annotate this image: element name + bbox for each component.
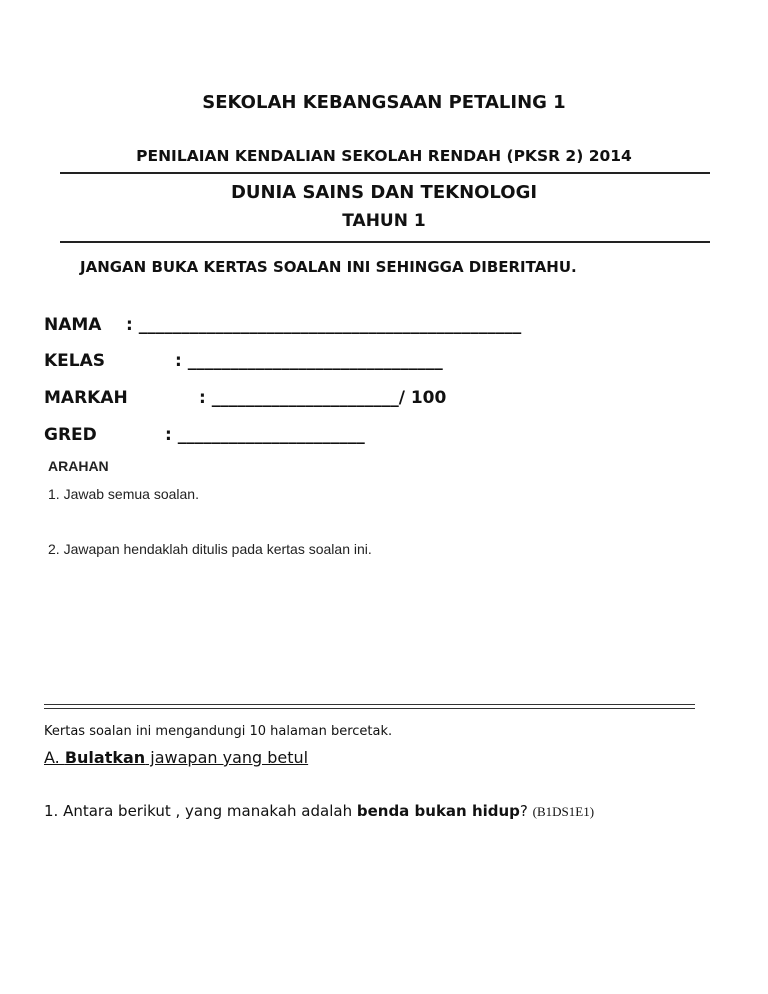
instruction-item: 2. Jawapan hendaklah ditulis pada kertas soalan ini. (48, 541, 372, 557)
year-title: TAHUN 1 (342, 211, 426, 231)
section-a-prefix: A. (44, 748, 65, 767)
nama-label: NAMA (44, 315, 102, 335)
instructions-title: ARAHAN (48, 458, 109, 474)
kelas-field[interactable]: : ______________________________ (175, 351, 443, 371)
question-1-bold: benda bukan hidup (356, 802, 520, 820)
section-a-bold: Bulatkan (64, 748, 146, 767)
question-1-mark: ? (519, 802, 528, 820)
double-divider (44, 704, 695, 709)
section-a-heading (44, 748, 308, 767)
page-count-note: Kertas soalan ini mengandungi 10 halaman bercetak. (44, 724, 393, 739)
question-1-code: (B1DS1E1) (532, 804, 595, 819)
gred-label: GRED (44, 425, 97, 445)
nama-field[interactable]: : _____________________________________________ (126, 315, 522, 335)
markah-label: MARKAH (44, 388, 128, 408)
header-divider-bottom (60, 241, 710, 243)
markah-field[interactable]: : ______________________/ 100 (199, 388, 447, 408)
assessment-title: PENILAIAN KENDALIAN SEKOLAH RENDAH (PKSR 2) 2014 (136, 147, 632, 165)
subject-title: DUNIA SAINS DAN TEKNOLOGI (230, 182, 538, 203)
kelas-label: KELAS (44, 351, 106, 371)
do-not-open-warning: JANGAN BUKA KERTAS SOALAN INI SEHINGGA DIBERITAHU. (80, 258, 577, 276)
section-a-rest: jawapan yang betul (145, 748, 309, 767)
question-1-text: 1. Antara berikut , yang manakah adalah (44, 802, 357, 820)
school-name: SEKOLAH KEBANGSAAN PETALING 1 (202, 92, 566, 113)
header-divider-top (60, 172, 710, 174)
instruction-item: 1. Jawab semua soalan. (48, 486, 199, 502)
gred-field[interactable]: : ______________________ (165, 425, 365, 445)
question-1 (44, 802, 594, 820)
